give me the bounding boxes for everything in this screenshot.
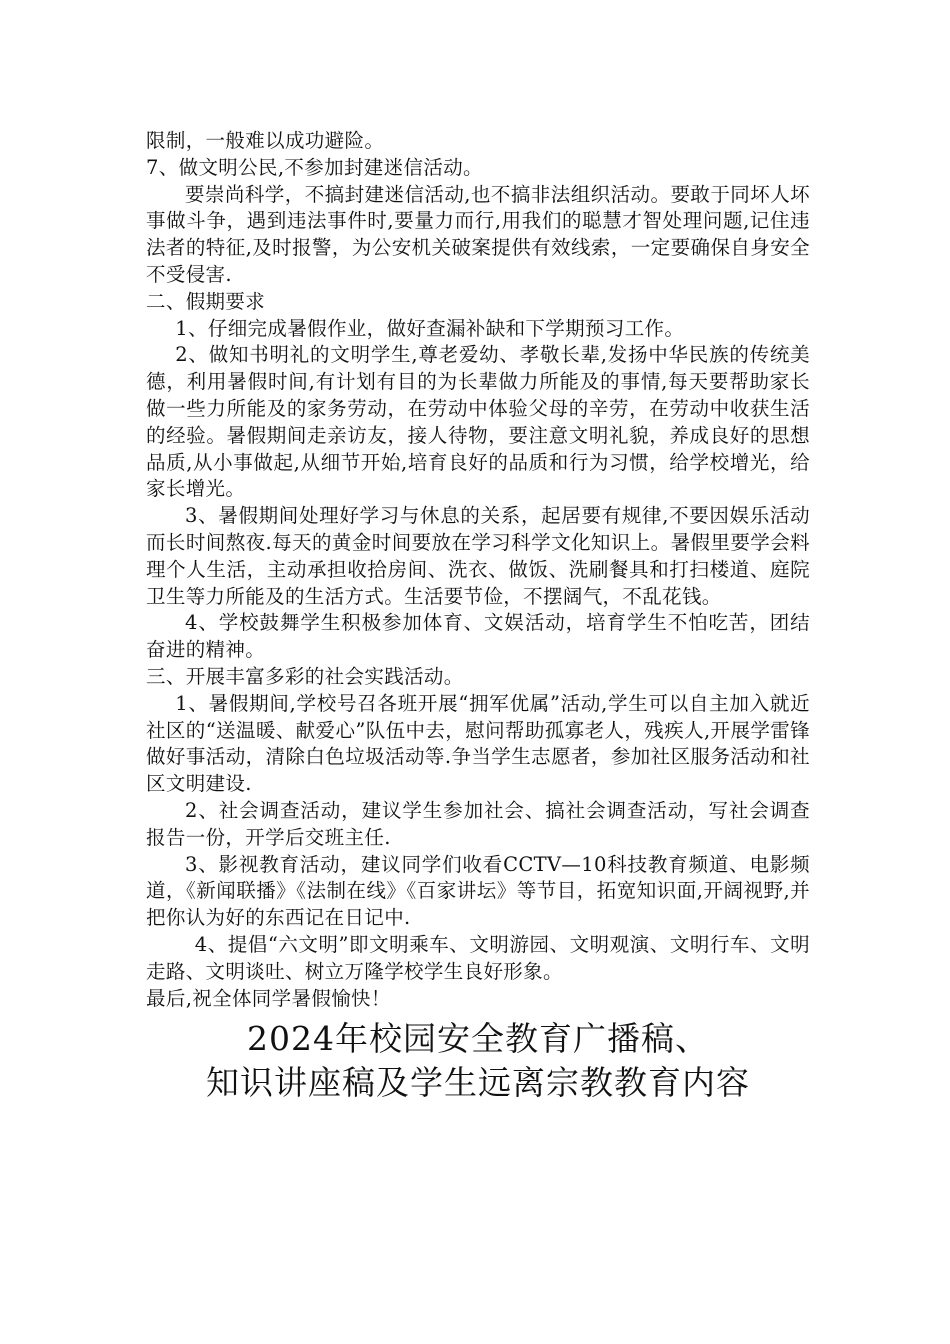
paragraph: 2、社会调查活动，建议学生参加社会、搞社会调查活动，写社会调查报告一份，开学后交班主任.: [146, 798, 810, 849]
title-line-1: 2024年校园安全教育广播稿、: [247, 1019, 709, 1059]
section-heading: 二、假期要求: [146, 289, 266, 313]
paragraph: 1、仔细完成暑假作业，做好查漏补缺和下学期预习工作。: [175, 316, 685, 340]
paragraph: 4、学校鼓舞学生积极参加体育、文娱活动，培育学生不怕吃苦，团结奋进的精神。: [146, 611, 810, 662]
paragraph: 4、提倡“六文明”即文明乘车、文明游园、文明观演、文明行车、文明走路、文明谈吐、树立万隆学校学生良好形象。: [146, 932, 810, 983]
paragraph: 3、影视教育活动，建议同学们收看CCTV—10科技教育频道、电影频道，《新闻联播》《法制在线》《百家讲坛》等节目，拓宽知识面,开阔视野,并把你认为好的东西记在日记中.: [146, 852, 810, 930]
paragraph: 7、做文明公民,不参加封建迷信活动。: [146, 155, 483, 179]
document-body: [146, 128, 810, 1012]
paragraph: 要崇尚科学，不搞封建迷信活动,也不搞非法组织活动。要敢于同坏人坏事做斗争，遇到违法事件时,要量力而行,用我们的聪慧才智处理问题,记住违法者的特征,及时报警，为公安机关破案提供有效线索，一定要确保自身安全不受侵害.: [146, 182, 810, 286]
paragraph: 2、做知书明礼的文明学生,尊老爱幼、孝敬长辈,发扬中华民族的传统美德，利用暑假时间,有计划有目的为长辈做力所能及的事情,每天要帮助家长做一些力所能及的家务劳动，在劳动中体验父母的辛劳，在劳动中收获生活的经验。暑假期间走亲访友，接人待物，要注意文明礼貌，养成良好的思想品质,从小事做起,从细节开始,培育良好的品质和行为习惯，给学校增光，给家长增光。: [146, 343, 810, 501]
title-line-2: 知识讲座稿及学生远离宗教教育内容: [206, 1063, 750, 1103]
document-page: [146, 128, 810, 1104]
paragraph: 1、暑假期间,学校号召各班开展“拥军优属”活动,学生可以自主加入就近社区的“送温暖、献爱心”队伍中去，慰问帮助孤寡老人，残疾人,开展学雷锋做好事活动，清除白色垃圾活动等.争当学生志愿者，参加社区服务活动和社区文明建设.: [146, 691, 810, 796]
paragraph: 3、暑假期间处理好学习与休息的关系，起居要有规律,不要因娱乐活动而长时间熬夜.每天的黄金时间要放在学习科学文化知识上。暑假里要学会料理个人生活，主动承担收拾房间、洗衣、做饭、洗刷餐具和打扫楼道、庭院卫生等力所能及的生活方式。生活要节俭，不摆阔气，不乱花钱。: [146, 504, 810, 608]
document-title: [146, 1018, 810, 1104]
paragraph: 限制，一般难以成功避险。: [146, 129, 385, 152]
section-heading: 三、开展丰富多彩的社会实践活动。: [146, 664, 464, 688]
closing-line: 最后,祝全体同学暑假愉快！: [146, 986, 391, 1010]
